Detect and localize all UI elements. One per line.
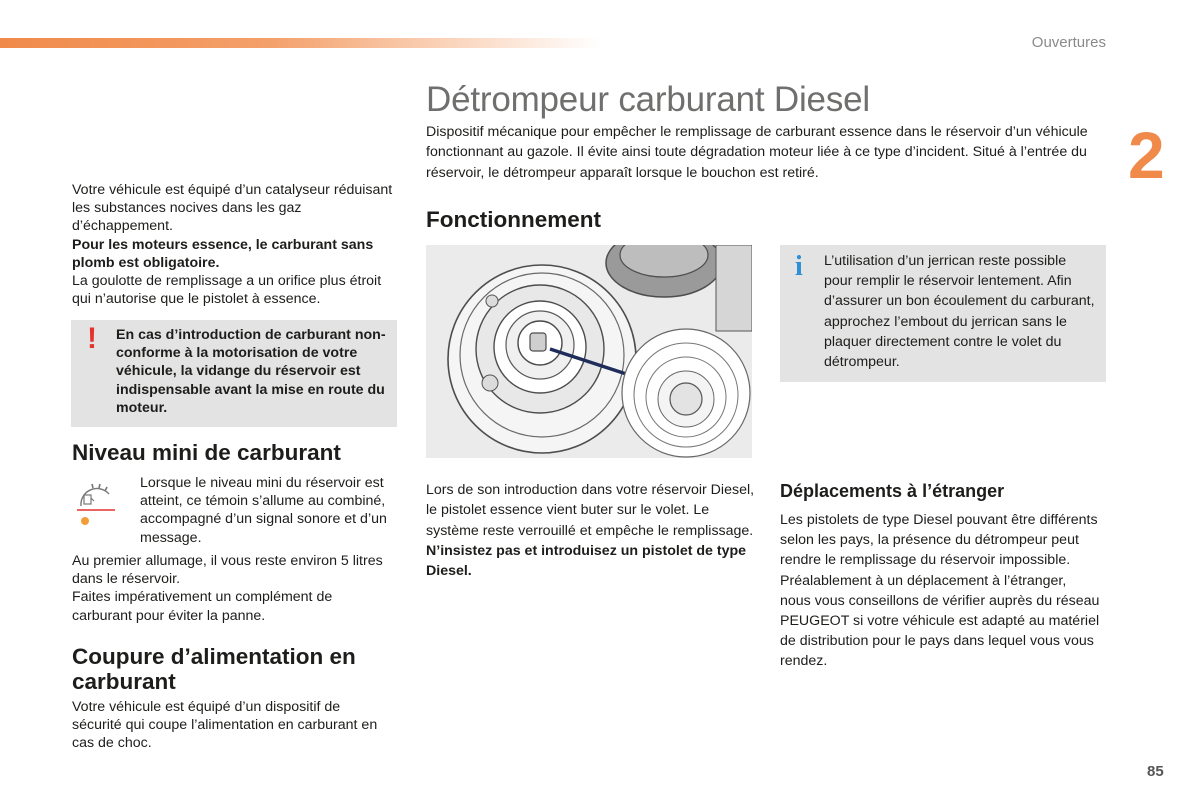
- catalyst-bold-text: Pour les moteurs essence, le carburant sans plomb est obligatoire.: [72, 236, 374, 271]
- section-title: Ouvertures: [1031, 34, 1106, 51]
- page-title: Détrompeur carburant Diesel: [426, 80, 870, 119]
- page-number: 85: [1147, 763, 1164, 780]
- warning-content: [116, 326, 388, 417]
- coupure-block: [72, 698, 390, 753]
- deplacements-block: [780, 510, 1100, 672]
- deplacements-text-1: Les pistolets de type Diesel pouvant être différents selon les pays, la présence du détrompeur peut rendre le remplissage du réservoir impossible.: [780, 512, 1098, 569]
- heading-niveau: Niveau mini de carburant: [72, 440, 341, 465]
- catalyst-text-2: La goulotte de remplissage a un orifice plus étroit qui n’autorise que le pistolet à essence.: [72, 273, 382, 308]
- fonctionnement-bold: N’insistez pas et introduisez un pistolet de type Diesel.: [426, 542, 747, 580]
- heading-fonctionnement: Fonctionnement: [426, 207, 601, 232]
- niveau-text-2: Au premier allumage, il vous reste environ 5 litres dans le réservoir.: [72, 553, 383, 588]
- heading-deplacements: Déplacements à l’étranger: [780, 481, 1005, 501]
- warning-text: En cas d’introduction de carburant non-conforme à la motorisation de votre véhicule, la vidange du réservoir est indispensable avant la mise en route du moteur.: [116, 327, 386, 416]
- intro-block: [426, 122, 1096, 183]
- catalyst-block: [72, 181, 397, 308]
- fuel-filler-drawing: [426, 245, 752, 458]
- chapter-number: 2: [1128, 118, 1165, 192]
- heading-coupure: Coupure d’alimentation en carburant: [72, 644, 356, 694]
- fonctionnement-text: Lors de son introduction dans votre réservoir Diesel, le pistolet essence vient buter sur le volet. Le système reste verrouillé et empêche le remplissage.: [426, 482, 755, 539]
- header-accent-bar: [0, 38, 600, 48]
- fonctionnement-block: [426, 480, 756, 581]
- coupure-text: Votre véhicule est équipé d’un dispositif de sécurité qui coupe l’alimentation en carburant en cas de choc.: [72, 699, 378, 752]
- niveau-text-3: Faites impérativement un complément de carburant pour éviter la panne.: [72, 589, 333, 624]
- intro-text: Dispositif mécanique pour empêcher le remplissage de carburant essence dans le réservoir d’un véhicule fonctionnant au gazole. Il évite ainsi toute dégradation moteur liée à ce type d’incident. Situé à l’entrée du réservoir, le détrompeur apparaît lorsque le bouchon est retiré.: [426, 124, 1088, 181]
- info-text: L’utilisation d’un jerrican reste possible pour remplir le réservoir lentement. Afin d’assurer un bon écoulement du carburant, approchez l’embout du jerrican sans le plaquer directement contre le volet du détrompeur.: [824, 253, 1095, 371]
- niveau-more: [72, 552, 392, 625]
- niveau-indicator-text: [140, 474, 390, 547]
- niveau-text-1: Lorsque le niveau mini du réservoir est atteint, ce témoin s’allume au combiné, accompagné d’un signal sonore et d’un message.: [140, 475, 387, 546]
- exclamation-icon: !: [87, 322, 97, 355]
- fuel-gauge-icon: [75, 480, 115, 526]
- catalyst-text: Votre véhicule est équipé d’un catalyseur réduisant les substances nocives dans les gaz d’échappement.: [72, 182, 393, 235]
- info-icon: i: [795, 251, 803, 282]
- fuel-filler-illustration: [426, 245, 752, 458]
- deplacements-text-2: Préalablement à un déplacement à l’étranger, nous vous conseillons de vérifier auprès du réseau PEUGEOT si votre véhicule est adapté au matériel de distribution pour le pays dans lequel vous vous rendez.: [780, 572, 1100, 670]
- info-content: [824, 251, 1096, 372]
